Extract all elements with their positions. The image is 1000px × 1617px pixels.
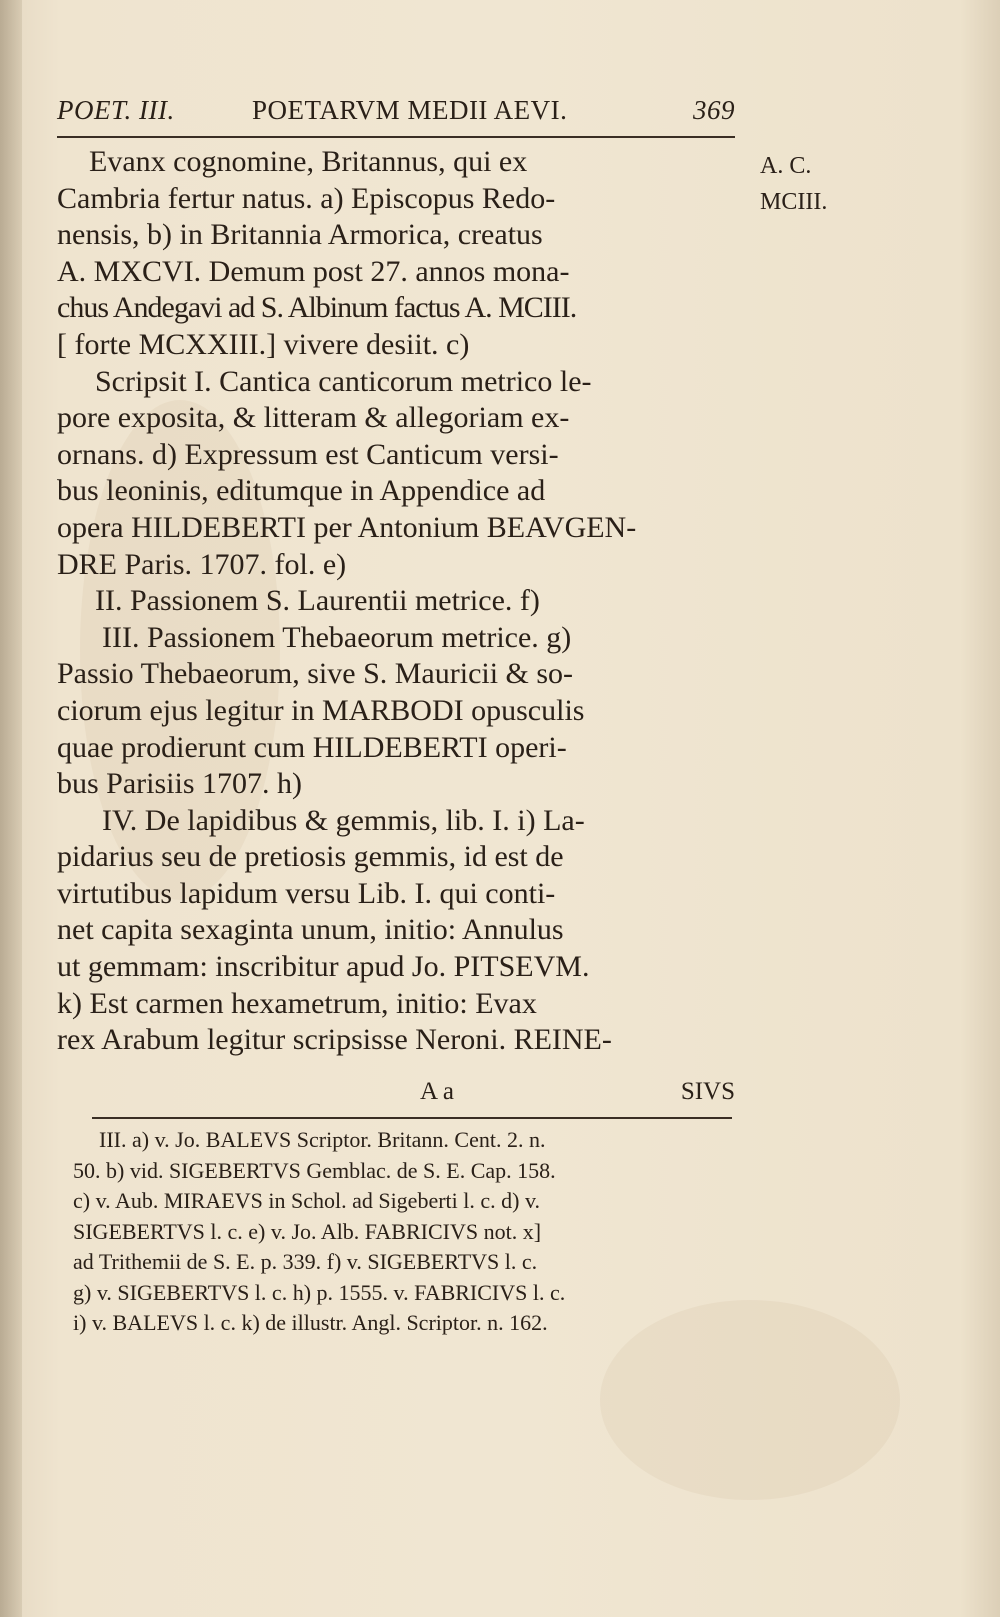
- text-line: ornans. d) Expressum est Canticum versi-: [57, 437, 559, 471]
- text-line: [ forte MCXXIII.] vivere desiit. c): [57, 327, 470, 361]
- text-line: Evanx cognomine, Britannus, qui ex: [89, 145, 528, 178]
- margin-note-line: MCIII.: [760, 189, 828, 215]
- footnote-line: g) v. SIGEBERTVS l. c. h) p. 1555. v. FABRICIVS l. c.: [73, 1279, 566, 1305]
- text-line: Scripsit I. Cantica canticorum metrico le-: [95, 364, 592, 398]
- signature-mark: A a: [420, 1078, 455, 1105]
- text-line: Passio Thebaeorum, sive S. Mauricii & so-: [57, 657, 574, 691]
- header-rule: [57, 136, 735, 138]
- text-line: k) Est carmen hexametrum, initio: Evax: [57, 986, 537, 1020]
- text-line: opera HILDEBERTI per Antonium BEAVGEN-: [57, 510, 637, 544]
- text-line: rex Arabum legitur scripsisse Neroni. REINE-: [57, 1023, 612, 1057]
- catchword-line: [57, 1078, 735, 1110]
- text-line: bus leoninis, editumque in Appendice ad: [57, 474, 546, 508]
- text-line: bus Parisiis 1707. h): [57, 767, 303, 801]
- text-line: Cambria fertur natus. a) Episcopus Redo-: [57, 181, 556, 215]
- text-line: net capita sexaginta unum, initio: Annulus: [57, 913, 564, 947]
- text-line: virtutibus lapidum versu Lib. I. qui conti-: [57, 876, 556, 910]
- running-head-section: POET. III.: [57, 95, 175, 125]
- page-gutter: [0, 0, 22, 1617]
- footnote-line: SIGEBERTVS l. c. e) v. Jo. Alb. FABRICIVS not. x]: [73, 1218, 542, 1244]
- text-line: ciorum ejus legitur in MARBODI opusculis: [57, 693, 585, 727]
- text-line: pore exposita, & litteram & allegoriam ex-: [57, 401, 570, 435]
- text-line: II. Passionem S. Laurentii metrice. f): [95, 584, 540, 618]
- page-number: 369: [693, 95, 735, 125]
- text-line: III. Passionem Thebaeorum metrice. g): [102, 620, 572, 654]
- running-head-title: POETARVM MEDII AEVI.: [252, 95, 568, 125]
- margin-note-line: A. C.: [760, 153, 812, 179]
- margin-note: [760, 148, 860, 220]
- text-line: pidarius seu de pretiosis gemmis, id est de: [57, 840, 564, 874]
- text-line: quae prodierunt cum HILDEBERTI operi-: [57, 730, 567, 764]
- text-line: ut gemmam: inscribitur apud Jo. PITSEVM.: [57, 950, 590, 984]
- text-line: chus Andegavi ad S. Albinum factus A. MCIII.: [57, 291, 577, 325]
- main-text: [57, 144, 735, 1059]
- footnote-line: i) v. BALEVS l. c. k) de illustr. Angl. Scriptor. n. 162.: [73, 1310, 548, 1335]
- text-line: nensis, b) in Britannia Armorica, creatus: [57, 218, 543, 252]
- footnote-line: c) v. Aub. MIRAEVS in Schol. ad Sigeberti l. c. d) v.: [73, 1188, 541, 1213]
- text-line: DRE Paris. 1707. fol. e): [57, 547, 347, 581]
- footnote-line: III. a) v. Jo. BALEVS Scriptor. Britann. Cent. 2. n.: [99, 1127, 546, 1152]
- footnote-line: 50. b) vid. SIGEBERTVS Gemblac. de S. E. Cap. 158.: [73, 1157, 556, 1183]
- text-line: A. MXCVI. Demum post 27. annos mona-: [57, 254, 570, 288]
- footnotes: [73, 1125, 733, 1339]
- catchword: SIVS: [680, 1078, 735, 1105]
- running-head: [57, 95, 735, 129]
- text-line: IV. De lapidibus & gemmis, lib. I. i) La-: [102, 803, 585, 837]
- footnote-line: ad Trithemii de S. E. p. 339. f) v. SIGEBERTVS l. c.: [73, 1249, 538, 1274]
- footnote-rule: [92, 1117, 732, 1119]
